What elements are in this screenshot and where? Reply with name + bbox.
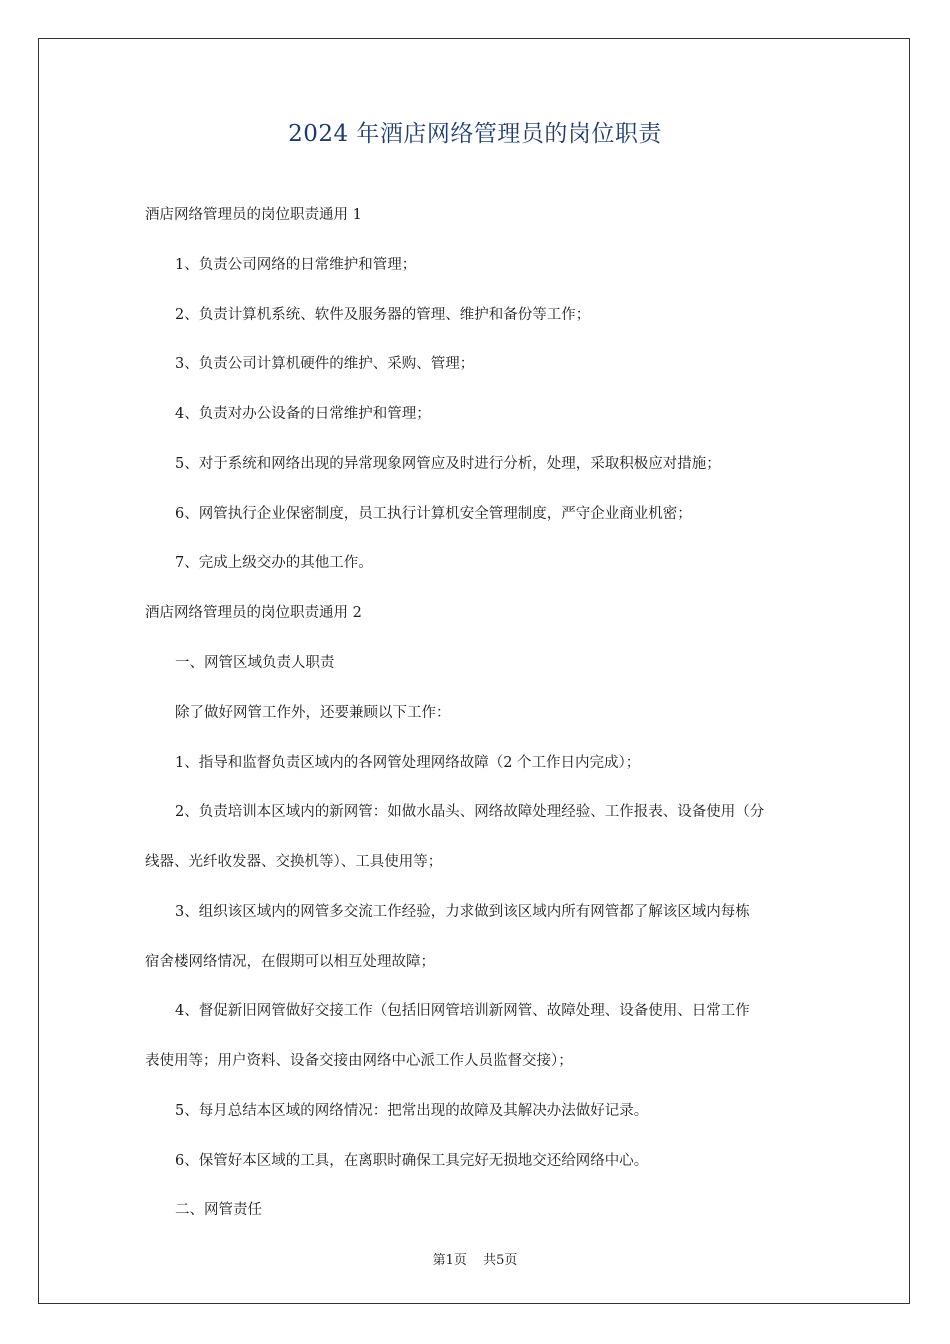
- page-footer: [0, 1249, 950, 1268]
- paragraph: 3、负责公司计算机硬件的维护、采购、管理；: [175, 356, 475, 372]
- paragraph: 5、对于系统和网络出现的异常现象网管应及时进行分析，处理，采取积极应对措施；: [175, 456, 721, 472]
- paragraph: 4、负责对办公设备的日常维护和管理；: [175, 406, 431, 422]
- paragraph: 7、完成上级交办的其他工作。: [175, 555, 373, 571]
- paragraph: 2、负责计算机系统、软件及服务器的管理、维护和备份等工作；: [175, 307, 591, 323]
- subsection-heading: 二、网管责任: [175, 1202, 262, 1218]
- paragraph: 2、负责培训本区域内的新网管：如做水晶头、网络故障处理经验、工作报表、设备使用（分: [175, 804, 765, 820]
- paragraph: 6、保管好本区域的工具，在离职时确保工具完好无损地交还给网络中心。: [175, 1153, 649, 1169]
- subsection-heading: 一、网管区域负责人职责: [175, 655, 335, 671]
- paragraph-continuation: 宿舍楼网络情况，在假期可以相互处理故障；: [145, 954, 435, 970]
- paragraph: 3、组织该区域内的网管多交流工作经验，力求做到该区域内所有网管都了解该区域内每栋: [175, 904, 750, 920]
- paragraph: 除了做好网管工作外，还要兼顾以下工作：: [175, 705, 451, 721]
- paragraph: 4、督促新旧网管做好交接工作（包括旧网管培训新网管、故障处理、设备使用、日常工作: [175, 1003, 750, 1019]
- paragraph: 1、指导和监督负责区域内的各网管处理网络故障（2 个工作日内完成）；: [175, 755, 641, 771]
- section-heading-1: 酒店网络管理员的岗位职责通用 1: [145, 207, 362, 223]
- page-total: 共5页: [483, 1253, 518, 1268]
- paragraph: 5、每月总结本区域的网络情况：把常出现的故障及其解决办法做好记录。: [175, 1103, 649, 1119]
- paragraph: 6、网管执行企业保密制度，员工执行计算机安全管理制度，严守企业商业机密；: [175, 506, 692, 522]
- paragraph-continuation: 线器、光纤收发器、交换机等）、工具使用等；: [145, 854, 443, 870]
- document-title: 2024 年酒店网络管理员的岗位职责: [288, 121, 662, 147]
- paragraph-continuation: 表使用等；用户资料、设备交接由网络中心派工作人员监督交接）；: [145, 1053, 573, 1069]
- page-number: 第1页: [432, 1253, 467, 1268]
- paragraph: 1、负责公司网络的日常维护和管理；: [175, 257, 417, 273]
- section-heading-2: 酒店网络管理员的岗位职责通用 2: [145, 605, 362, 621]
